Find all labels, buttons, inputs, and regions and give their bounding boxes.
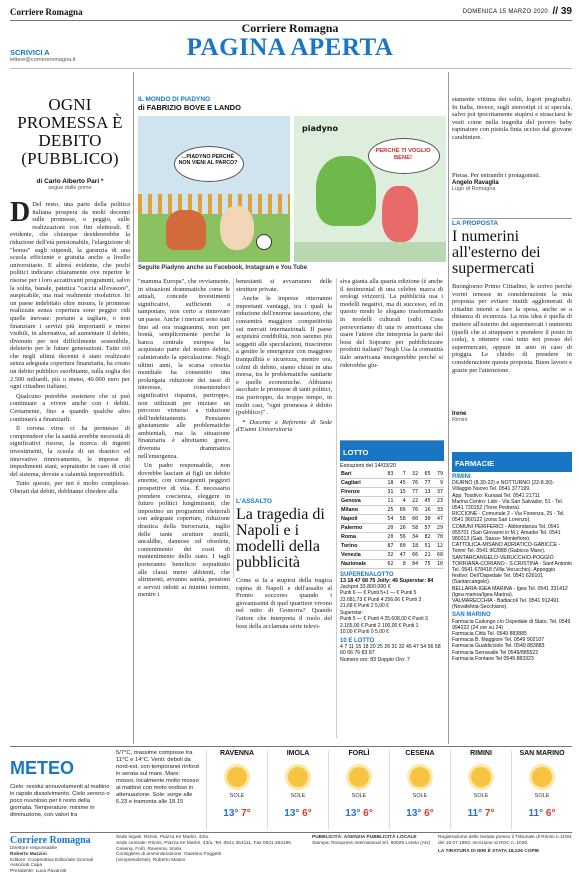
lotto-row	[340, 497, 444, 506]
farmacia-entry: Farmacia Serravalle Tel 0549/885522	[452, 649, 539, 656]
temp-min: 11°	[467, 808, 483, 819]
stampa: Stampa: Rotopress International Srl, 60025 Loreto (AN)	[312, 840, 431, 846]
drop-cap: D	[10, 201, 31, 228]
farmacia-entry: SANTARCANGELO-VERUCCHIO-POGGIO TORRIANA-CORIANO - S.CRISTINA - Sant'Antonio Tel. 0541 678418 (Villa Verucchio). Appoggio festivo: Dell'Ospedale Tel. 0541 626101 (Santarcangelo).	[452, 554, 572, 586]
cartoon-block	[138, 96, 446, 262]
section-header	[130, 22, 450, 66]
consigliere: Consigliere di amministrazione: Gaetano Foggetti	[116, 852, 222, 858]
sun-icon	[349, 767, 369, 787]
editorial-title: OGNI PROMESSA È DEBITO (PUBBLICO)	[17, 95, 123, 168]
meteo-city-name: FORLÌ	[348, 750, 370, 757]
editorial-paragraph: Qualcuno potrebbe sostenere che si può continuare a vivere anche con i debiti. Certamente, fino a quando qualche altro continuerà a finanziarli.	[10, 392, 130, 423]
lotto-number: 32	[382, 551, 394, 560]
meteo-sky: SOLE	[534, 793, 550, 799]
meteo-sky: SOLE	[290, 793, 306, 799]
farmacie-header	[452, 452, 572, 472]
floor	[294, 242, 446, 262]
editorial-paragraph: Del resto, una parte della politica italiana prospera da molti decenni sulle promesse, o peggio, sulle realizzazioni con fini elettorali. È evidente, che chiunque desidererebbe la riduzione dell'età pensionabile, l'elargizione di "bonus" sugli stipendi, la garanzia di una scuola efficiente e gratuita anche a livello universitario. E altresì evidente, che pochi politici indicano chiaramente ove reperire le risorse per i loro accattivanti programmi, salvo la solita, banale, patetica "caccia all'evasore", auspicabile, ma mai realmente risolutrice. In un paese indebitato oltre misura, le promesse realizzate senza copertura sono peggio: ridi quelle inevase: portano a tagliare, o non finanziare i servizi più importanti e meno visibili, in alternativa, ad aumentare il debito, divenuto per noi difficilmente sostenibile, deleterio per le future generazioni. Tutto ciò che negli ultimi decenni è stato realizzato senza adeguata copertura finanziaria, ha creato un debito pubblico esorbitante, sulla soglia dei 2.500 miliardi, più o meno, 40.000 euro per ogni cittadino italiano.	[10, 201, 130, 391]
vice: (vicepresidente), Roberto Masini	[116, 858, 186, 864]
lotto-row	[340, 533, 444, 542]
farmacie-city: SAN MARINO	[452, 612, 491, 619]
meteo-city	[450, 750, 511, 830]
lotto-wheel: Cagliari	[340, 479, 382, 488]
character-left	[166, 210, 206, 250]
speech-text-left: ...PIADYNO PERCHÈ NON VIENI AL PARCO?	[178, 154, 238, 166]
lotto-number: 51	[419, 542, 431, 551]
sede-legale: Sede legale: Rimini, Piazza tre Martiri, 43/a.	[116, 835, 210, 840]
temp-max: 7°	[238, 808, 251, 819]
lotto-number: 68	[432, 551, 444, 560]
lotto-number: 20	[382, 524, 394, 533]
lotto-row	[340, 551, 444, 560]
lotto-number: 26	[394, 524, 406, 533]
cartoon-byline: di FABRIZIO BOVE E LANDO	[138, 103, 241, 112]
editorial-paragraph: Tutto questo, per noi è molto complesso. Oberati dai debiti, dobbiamo chiedere alla	[10, 480, 130, 495]
superenalotto-prize-line: Punti 6 — € Punti 5+1 — € Punti 5	[340, 590, 417, 596]
lotto-table	[340, 470, 444, 569]
proposta-title: I numerini all'esterno dei supermercati	[452, 228, 541, 277]
lotto-wheel: Bari	[340, 470, 382, 479]
lotto-number: 37	[432, 488, 444, 497]
park-fence	[138, 194, 290, 214]
lotto-row	[340, 506, 444, 515]
farmacia-entry: Farmacia Cailungo c/o Ospedale di Stato. Tel. 0549 994222 (24 ore su 24)	[452, 618, 571, 631]
superenalotto-prize-line: 23.681,73 € Punti 4 256,06 € Punti 3	[340, 596, 422, 603]
superenalotto-prize-line: Punti 5 — € Punti 4 25.608,00 € Punti 3	[340, 616, 428, 622]
president-line: Presidente: Luca Pavarotti	[10, 869, 67, 875]
section-title: PAGINA APERTA	[186, 34, 394, 61]
ten-lotto-numbers: 4 7 11 15 18 20 25 26 31 32 45 47 54 56 58 60 66 76 83 87	[340, 643, 441, 656]
meteo-city-name: RIMINI	[470, 750, 492, 757]
farmacia-entry: Farmacia B. Maggiore Tel. 0549 902107	[452, 637, 545, 644]
lotto-number: 56	[394, 533, 406, 542]
sun-icon	[532, 767, 552, 787]
cartoon-tag: piadyno	[302, 124, 338, 133]
lotto-number: 47	[394, 551, 406, 560]
lotto-number: 12	[432, 542, 444, 551]
lotto-number: 77	[419, 479, 431, 488]
character-dino	[316, 156, 376, 226]
lotto-wheel: Napoli	[340, 515, 382, 524]
temp-min: 13°	[406, 808, 422, 819]
lotto-wheel: Milano	[340, 506, 382, 515]
meteo-text-left: Cielo: residui annuvolamenti al mattino in rapido dissolvimento. Cielo sereno o poco nuvoloso per il resto della giornata. Temperature: minime in diminuzione, con valori tra	[10, 784, 110, 818]
lotto-number: 15	[394, 488, 406, 497]
temp-min: 11°	[528, 808, 544, 819]
superenalotto-prize-line: 21,68 € Punti 2 5,00 €	[340, 603, 389, 609]
lotto-number: 18	[407, 542, 419, 551]
farmacie-list	[452, 474, 572, 662]
farmacia-entry: RICCIONE - Comunale 2 - Via Fiorenza, 25 - Tel. 0541 960122 (zona San Lorenzo).	[452, 511, 565, 524]
lotto-number: 34	[407, 533, 419, 542]
lotto-number: 45	[419, 497, 431, 506]
editorial-footnote: * Docente e Referente di Sede d'Esami Universitaria	[236, 418, 332, 434]
write-to-email[interactable]: lettere@corriereromagna.it	[10, 57, 76, 63]
superenalotto-prizes	[340, 590, 444, 636]
superenalotto-numbers: 13 18 47 68 75 Jolly: 46 Superstar: 84	[340, 578, 434, 584]
lotto-number: 47	[432, 515, 444, 524]
lotto-number: 33	[432, 506, 444, 515]
pubblicita: PUBBLICITÀ: AGENZIA PUBBLICITÀ LOCALE	[312, 835, 417, 840]
meteo-title: METEO	[10, 758, 75, 778]
masthead	[10, 6, 572, 21]
lotto-number: 13	[419, 488, 431, 497]
sedi: Cesena, Forlì, Ravenna, Imola	[116, 846, 182, 852]
lotto-number: 60	[407, 515, 419, 524]
lotto-number: 66	[394, 506, 406, 515]
meteo-city	[389, 750, 450, 830]
temp-max: 6°	[421, 808, 434, 819]
meteo-sky: SOLE	[473, 793, 489, 799]
lotto-wheel: Roma	[340, 533, 382, 542]
lotto-number: 77	[407, 488, 419, 497]
lotto-number: 60	[394, 542, 406, 551]
letter-closing: Pietas. Per entrambi i protagonisti.	[452, 172, 541, 179]
colophon	[10, 835, 572, 881]
lotto-wheel: Nazionale	[340, 560, 382, 569]
lotto-box	[340, 440, 444, 741]
meteo-sky: SOLE	[351, 793, 367, 799]
lotto-number: 45	[394, 479, 406, 488]
editorial-paragraph: benestanti si avvarranno delle strutture private.	[236, 278, 332, 293]
sun-icon	[227, 767, 247, 787]
lotto-row	[340, 470, 444, 479]
sun-icon	[471, 767, 491, 787]
lotto-number: 32	[407, 470, 419, 479]
letter-body: stamente vittima dei soliti, logori pregiudizi. In Italia, invece, sugli stereotipi ci si specula, salvo poi ipocritamente stupirsi e strasciarsi le vesti come nella tragedia del povero baby rapinatore con pistola finta ucciso dal giovane carabiniere.	[452, 96, 572, 141]
character-right	[220, 206, 254, 250]
editorial-continued-1	[138, 278, 230, 618]
ten-lotto-title: 10 E LOTTO	[340, 637, 375, 644]
lotto-header	[340, 441, 444, 461]
meteo-city-name: RAVENNA	[219, 750, 255, 757]
meteo-city	[328, 750, 389, 830]
meteo-city-name: SAN MARINO	[519, 750, 565, 757]
letter-place: Lugo di Romagna	[452, 186, 496, 192]
farmacia-entry: Farmacia Gualdicciolo Tel. 0549 883883	[452, 643, 545, 650]
lotto-number: 79	[432, 470, 444, 479]
cartoon-panel-left	[138, 116, 290, 262]
editorial-paragraph: Un padre responsabile, non dovrebbe lasciare ai figli un debito enorme, con conseguenti peggiori prospettive di vita. È necessario prendere coscienza, eleggere in futuro politici lungimiranti, che impostino un programmi elettorali con adeguate coperture, riduzione drastica della burocrazia, taglio delle tante strutture inutili, ancaldhe, dannose ed obsolete, contenimento dei costi di mantenimento dello stato. I tagli porteranno beneficio soprattutto alle classi meno abbienti, che altrimenti, avranno sanità, pensioni e servizi ridotti ai minimi termini, mentre i	[138, 462, 230, 599]
cartoon-strip	[138, 116, 446, 262]
lotto-number: 54	[382, 515, 394, 524]
letter-ravaglia	[452, 96, 572, 216]
lotto-row	[340, 479, 444, 488]
meteo-section	[10, 750, 572, 830]
proposta-signature: Irene	[452, 411, 467, 417]
assalto-article	[236, 498, 332, 738]
registrazione: Registrazione delle testata presso il Tribunale di Rimini n.11/93 del 16.07.1993. Iscrizione al ROC n. 1026.	[438, 835, 572, 846]
ball-icon	[256, 234, 272, 250]
temp-min: 13°	[223, 808, 239, 819]
lotto-number: 25	[382, 506, 394, 515]
lotto-number: 8	[394, 560, 406, 569]
sede-centrale: Sede centrale: Rimini, Piazza tre Martiri, 43/a. Tel. 0541.354111, Fax 0541.354195	[116, 840, 291, 846]
meteo-city-name: IMOLA	[286, 750, 310, 757]
proposta-body: Buongiorno Primo Cittadino, le scrivo perché vorrei tenesse in considerazione la mia proposta per evitare inutili agglomerati di cittadini intenti a fare la spesa, anche se a distanza di sicurezza. La mia idea è quella di mettere all'esterno dei supermercati i numerini (quelli che si strappano x prendere il posto in coda), x ottenere così tutto noi presso del supermercato, oppure in auto in caso di pioggia. Le chiedo di prendere in considerazione questa proposta. Buon lavoro e grazie per l'attenzione.	[452, 283, 572, 374]
meteo-city	[206, 750, 267, 830]
lotto-number: 29	[432, 524, 444, 533]
lotto-number: 76	[407, 479, 419, 488]
superenalotto-prize-line: 2.165,00 € Punti 2 100,00 € Punti 1	[340, 622, 419, 629]
farmacia-entry: BELLARIA-IGEA MARINA - Igea Tel. 0541 331412 (Igea marina/Igea Marina).	[452, 585, 568, 598]
lotto-number: 83	[382, 470, 394, 479]
lotto-row	[340, 515, 444, 524]
proposta-kicker: LA PROPOSTA	[452, 220, 499, 227]
lotto-wheel: Venezia	[340, 551, 382, 560]
lotto-number: 58	[394, 515, 406, 524]
temp-max: 6°	[543, 808, 556, 819]
meteo-text-mid: 5/7°C, massime comprese tra 11°C e 14°C. Venti: deboli da nord-est, con temporanei rinforzi in serata sul mare. Mare: mosso, localmente molto mosso al mattino con moto ondoso in attenuazione. Sole: sorge alle 6.23 e tramonta alle 18.15	[116, 750, 200, 805]
temp-min: 13°	[284, 808, 300, 819]
meteo-city-name: CESENA	[405, 750, 435, 757]
editorial-continued-2	[236, 278, 332, 458]
lotto-wheel: Firenze	[340, 488, 382, 497]
farmacia-entry: VALMARECCHIA - Badiacoli Tel. 0541 912491 (Novafeltria-Secchiano).	[452, 598, 560, 611]
lotto-row	[340, 488, 444, 497]
assalto-continued: siva gianta alla quarta edizione (è anche il testimonial di una celebre marca di orologi svizzeri). La pubblicità usa i modelli negativi, ma di successo, ed in questo modo lo slogano trasformando in modelli culturali (sub). Cosa perseveriamo di una tv americana che usare l'attore che interpreta la parte del boss del Soprano per pubblicizzare prodotti italiani? Negli Usa la comunità italo americana insorgerebbe perché si riderrebbe giu-	[340, 278, 443, 369]
farmacia-entry: DIURNO (8.30-22) e NOTTURNO (22-8.30): Villaggio Nuovo Tel. 0541 377199.	[452, 480, 555, 493]
lotto-number: 7	[394, 470, 406, 479]
assalto-body: Come si fa a stupirsi della tragica rapina di Napoli e dell'assalto al Pronto soccorso quando i giovanissimi di quel quartiere vivono nel mito di Gomorra? Quando l'attore che interpreta il ruolo del boss della acclamata serie televi-	[236, 577, 332, 630]
write-to-label: SCRIVICI A	[10, 48, 50, 57]
editorial-byline: di Carlo Alberto Pari *	[36, 178, 104, 185]
cartoon-caption: Seguite Piadyno anche su Facebook, Instagram e You Tube	[138, 265, 308, 271]
meteo-sky: SOLE	[412, 793, 428, 799]
proposta-place: Rimini	[452, 417, 468, 423]
sun-icon	[288, 767, 308, 787]
temp-max: 6°	[360, 808, 373, 819]
write-to-box	[10, 48, 120, 66]
temp-max: 7°	[482, 808, 495, 819]
lotto-number: 76	[407, 506, 419, 515]
lotto-number: 22	[407, 497, 419, 506]
farmacia-entry: Farmacia Fontane Tel 0549 883323	[452, 655, 534, 662]
tiratura: LA TIRATURA DI IERI È STATA 18.226 COPIE	[438, 848, 540, 854]
meteo-sky: SOLE	[229, 793, 245, 799]
temp-max: 6°	[299, 808, 312, 819]
superenalotto-title: SUPERENALOTTO	[340, 572, 394, 578]
assalto-title: La tragedia di Napoli e i modelli della pubblicità	[236, 506, 325, 571]
farmacia-entry: CATTOLICA-MISANO ADRIATICO-GABICCE - Tonini Tel. 0541 962888 (Gabicce Mare).	[452, 542, 561, 555]
editorial-paragraph: Il corona virus ci ha permesso di comprendere che la sanità avrebbe necessità di significativi risorse, la ricerca di ingenti investimenti, la scuola di un drastico ed innovativo rinnovamento, le imprese di impedimenti siani, soprattutto in caso di crisi del sistema, dovute a calamità imprevedibili.	[10, 425, 130, 478]
lotto-number: 11	[382, 497, 394, 506]
lotto-date: Estrazioni del 14/03/20	[340, 463, 396, 469]
lotto-number: 70	[432, 533, 444, 542]
farmacia-entry: COMUNI PERIFERICI - Abbondanza Tel. 0541 955701 (San Giovanni in M.); Amadei Tel. 0541 980313 (Gab. Sasso- Montefiore).	[452, 523, 561, 543]
lotto-number: 66	[407, 551, 419, 560]
lotto-number: 84	[407, 560, 419, 569]
editorial-paragraph: Anche le imprese otterranno importanti vantaggi, tra i quali la riduzione dell'enorme tassazione, che consentirà maggiore competitività sui mercati internazionali. Il paese acquisirà credibilità, non saremo più soggetti alle speculazioni, riusciremo a gestire le emergenze con maggiore tranquillità e sicurezza, mentre ora, colmi di debito, siamo chiusi in una morsa, tra le problematiche sanitarie e quelle economiche. Abbiamo ascoltato le promesse di tanti politici, ma purtroppo, da troppo tempo, in molti casi, "ogni promessa è debito (pubblico)" .	[236, 295, 332, 417]
director-name: Roberto Mazzini	[10, 851, 47, 857]
superenalotto-jackpot: Jackpot 33.800.000 €	[340, 584, 391, 590]
lotto-number: 16	[419, 506, 431, 515]
meteo-city	[511, 750, 572, 830]
sun-icon	[410, 767, 430, 787]
lotto-number: 21	[419, 551, 431, 560]
proposta-article	[452, 220, 572, 450]
lotto-number: 62	[382, 560, 394, 569]
meteo-cities	[206, 750, 572, 830]
editorial-byline-note: segue dalle prime	[48, 185, 92, 191]
lotto-number: 9	[432, 479, 444, 488]
farmacie-box	[452, 452, 572, 742]
lotto-row	[340, 560, 444, 569]
letter-signature: Angelo Ravaglia	[452, 180, 499, 186]
lotto-number: 58	[407, 524, 419, 533]
temp-min: 13°	[345, 808, 361, 819]
lotto-wheel: Torino	[340, 542, 382, 551]
farmacia-entry: App. Tosdivo: Kursaal Tel. 0541 21711	[452, 492, 540, 499]
superenalotto-prize-line: Superstar:	[340, 609, 364, 616]
farmacie-city: RIMINI	[452, 474, 471, 480]
lotto-row	[340, 542, 444, 551]
superenalotto-prize-line: 10,00 € Punti 0 5,00 €	[340, 629, 389, 635]
assalto-kicker: L'ASSALTO	[236, 498, 272, 505]
lotto-number: 75	[419, 560, 431, 569]
character-kid	[382, 186, 418, 242]
lotto-number: 87	[382, 542, 394, 551]
numero-oro: Numero oro: 83 Doppio Oro: 7	[340, 656, 410, 663]
lotto-number: 82	[419, 533, 431, 542]
masthead-brand: Corriere Romagna	[10, 7, 83, 17]
speech-text-right: PERCHÈ TI VOGLIO BENE!	[375, 148, 431, 161]
lotto-wheel: Genova	[340, 497, 382, 506]
section-brand: Corriere Romagna	[241, 21, 339, 35]
lotto-number: 65	[419, 470, 431, 479]
editorial	[10, 96, 130, 746]
editor-line: Editore: Cooperativa Editoriale Giornali Associati Capa	[10, 857, 93, 869]
editorial-paragraph: "mamma Europa", che ovviamente, in situazioni drammatiche come le attuali, concede investimenti significativi, sufficienti a tamponare, non certo a rinnovare un paese. Anche i mercati sono stati fino ad ora magnanimi, non per bontà, semplicemente perché la banca centrale europea ha acquistato parte del nostro debito, calmierando la speculazione. Negli ultimi anni, la scarsa crescita mondiale ha consentito una prolungata riduzione dei tassi di interesse, consentendoci significativi risparmi, purtroppo, non utilizzati per iniziare un percorso virtuoso a riduzione dell'indebitamento. Pensiamo giustamente alle problematiche ambientali, ma la situazione finanziaria è altrettanto grave, divenuta drammatica nell'emergenza.	[138, 278, 230, 460]
lotto-row	[340, 524, 444, 533]
lotto-number: 23	[432, 497, 444, 506]
cartoon-kicker: IL MONDO DI PIADYNO	[138, 96, 211, 103]
farmacia-entry: Farmacia Città Tel. 0549 883885	[452, 631, 527, 638]
lotto-number: 31	[382, 488, 394, 497]
farmacia-entry: Marina Centro: Lido - Via San Salvador, 51 - Tel. 0541 720152 (Torre Pedrera).	[452, 498, 564, 512]
lotto-number: 18	[382, 479, 394, 488]
page-number: // 39	[552, 6, 572, 17]
cartoon-panel-right	[294, 116, 446, 262]
meteo-city	[267, 750, 328, 830]
colophon-brand: Corriere Romagna	[10, 835, 91, 846]
lotto-number: 4	[394, 497, 406, 506]
lotto-number: 57	[419, 524, 431, 533]
editorial-body	[10, 201, 130, 761]
lotto-number: 10	[432, 560, 444, 569]
farmacie-title: FARMACIE	[455, 459, 495, 468]
lotto-wheel: Palermo	[340, 524, 382, 533]
lotto-title: LOTTO	[343, 448, 369, 457]
masthead-date: DOMENICA 15 MARZO 2020	[462, 9, 548, 15]
lotto-number: 30	[419, 515, 431, 524]
lotto-number: 20	[382, 533, 394, 542]
director-label: Direttore responsabile	[10, 846, 57, 851]
